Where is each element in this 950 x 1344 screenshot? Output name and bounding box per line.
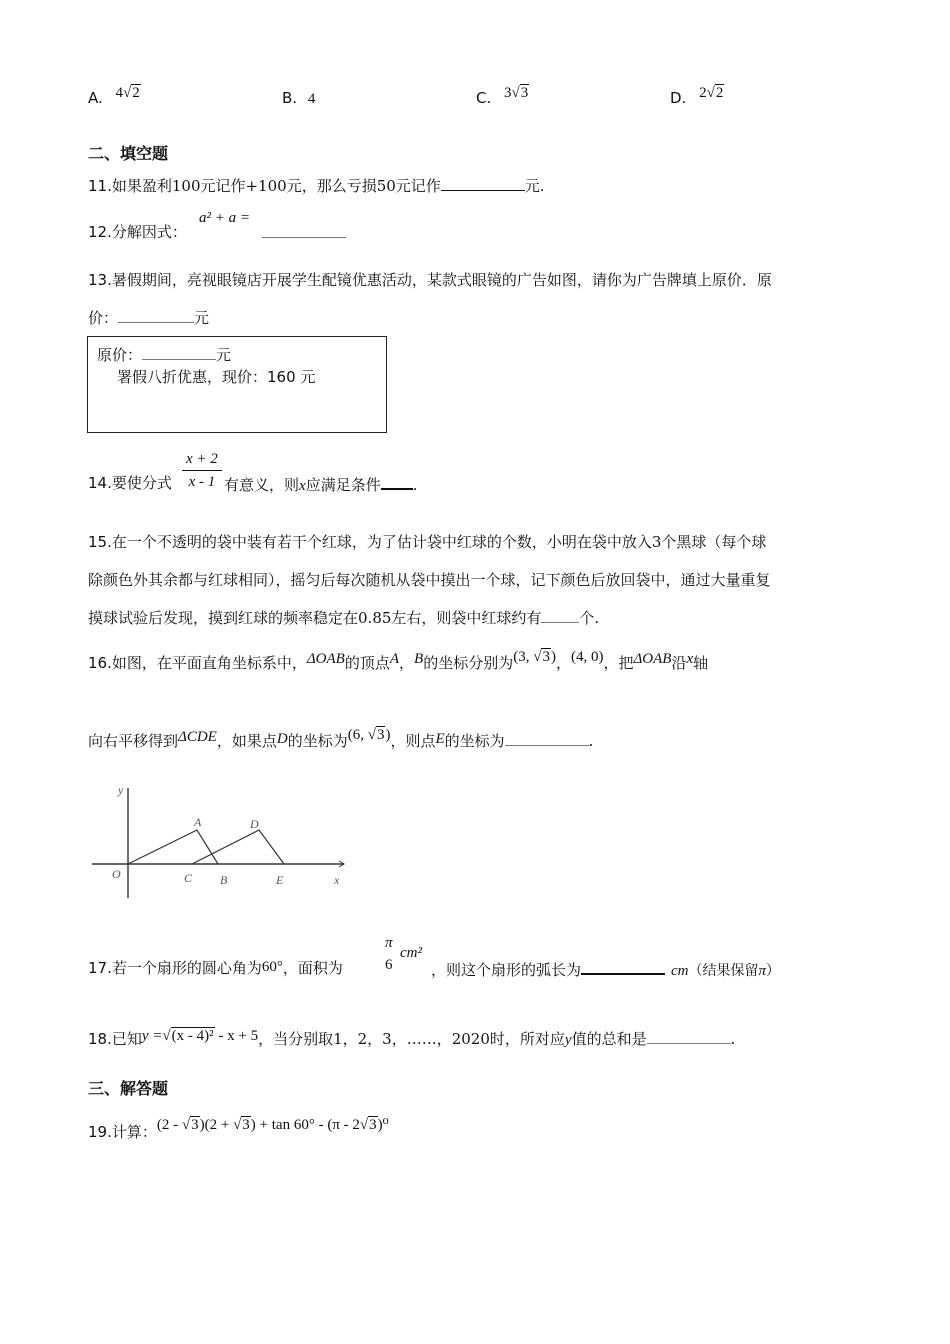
q17-fraction	[383, 932, 395, 976]
question-14	[88, 473, 172, 493]
question-text: 在一个不透明的袋中装有若干个红球，为了估计袋中红球的个数，小明在袋中放入3个黑球（每个球	[111, 533, 767, 551]
radicand: 2	[715, 85, 724, 101]
question-text: 要使分式	[111, 474, 172, 492]
question-11	[88, 175, 545, 196]
answer-blank[interactable]	[541, 607, 579, 623]
variable-y: y	[564, 1032, 572, 1048]
advertisement-board	[87, 336, 387, 433]
question-text: 轴	[693, 654, 709, 672]
label-o: O	[112, 867, 121, 881]
q18-expression: y =√(x - 4)² - x + 5	[141, 1028, 259, 1044]
question-tail: 个.	[579, 609, 600, 627]
question-text: 摸球试验后发现，摸到红球的频率稳定在0.85左右，则袋中红球约有	[88, 609, 542, 627]
question-18	[88, 1028, 735, 1050]
choice-d	[670, 85, 724, 109]
point-e: E	[435, 731, 445, 747]
question-text: 已知	[111, 1030, 142, 1048]
question-number: 12.	[88, 223, 112, 241]
question-text: 的顶点	[344, 654, 390, 672]
ad-unit: 元	[216, 346, 232, 364]
question-text: 值的总和是	[571, 1030, 647, 1048]
radicand: 3	[520, 85, 529, 101]
separator: ，	[399, 654, 415, 672]
coef: 2	[699, 85, 707, 101]
coord-part: )	[385, 727, 391, 743]
choice-letter: A.	[88, 89, 103, 107]
choice-letter: C.	[476, 89, 492, 107]
section-heading-solve: 三、解答题	[88, 1079, 169, 1098]
question-16-line2	[88, 727, 594, 752]
question-17	[88, 958, 343, 979]
coord-part: (6,	[347, 727, 368, 743]
triangle-oab: ΔOAB	[633, 651, 672, 667]
radicand: 3	[376, 727, 385, 743]
question-tail: .	[730, 1030, 736, 1048]
label-x: x	[334, 873, 340, 887]
question-text: ，面积为	[282, 959, 343, 977]
coef: 4	[115, 85, 124, 101]
triangle-oab: ΔOAB	[306, 651, 345, 667]
q14-fraction	[182, 448, 222, 493]
fraction-denominator: x - 1	[188, 474, 216, 490]
question-number: 11.	[88, 177, 112, 195]
q12-expression: a² + a =	[199, 210, 250, 226]
choice-value: 2√2	[699, 85, 724, 101]
question-text: 除颜色外其余都与红球相同），摇匀后每次随机从袋中摸出一个球，记下颜色后放回袋中，通过大量重复	[88, 571, 771, 589]
coord-part: )	[550, 649, 556, 665]
fraction-denominator: 6	[385, 957, 393, 973]
expr-rest: - x + 5	[218, 1028, 259, 1044]
question-tail: .	[588, 732, 594, 750]
coord-part: (3,	[513, 649, 534, 665]
choice-b	[282, 88, 315, 109]
question-text: ，如果点	[216, 732, 277, 750]
angle-value: 60°	[261, 959, 283, 975]
question-tail: 元	[194, 309, 210, 327]
choice-letter: D.	[670, 89, 687, 107]
label-b: B	[220, 873, 228, 887]
question-text: 的坐标为	[444, 732, 505, 750]
label-e: E	[276, 873, 284, 887]
answer-blank[interactable]	[581, 958, 665, 975]
unit-cm: cm	[671, 963, 689, 979]
expr-part: ) + tan 60° - (π - 2	[250, 1117, 360, 1133]
question-text: ）	[766, 963, 781, 979]
expr-part: )⁰	[377, 1117, 389, 1133]
radicand: 3	[369, 1117, 377, 1133]
question-text: 分解因式：	[111, 223, 187, 241]
coord-a: (3, √3)	[513, 649, 556, 665]
question-14-rest	[224, 473, 417, 496]
radicand: (x - 4)²	[171, 1028, 214, 1044]
question-number: 14.	[88, 474, 112, 492]
label-d: D	[250, 817, 259, 831]
question-text: 向右平移得到	[88, 732, 179, 750]
question-15	[88, 532, 766, 552]
question-15-line3	[88, 607, 599, 628]
question-text: 有意义，则	[224, 476, 300, 494]
label-c: C	[184, 871, 193, 885]
question-number: 19.	[88, 1123, 112, 1141]
question-text: （结果保留	[688, 963, 759, 979]
question-number: 16.	[88, 654, 112, 672]
coordinate-figure	[88, 778, 358, 904]
label-y: y	[118, 783, 124, 797]
question-text: 若一个扇形的圆心角为	[111, 959, 262, 977]
question-number: 17.	[88, 959, 112, 977]
triangle-cde-shape	[192, 830, 284, 864]
expr-part: )(2 +	[199, 1117, 234, 1133]
triangle-cde: ΔCDE	[178, 729, 217, 745]
expr-lhs: y =	[141, 1028, 163, 1044]
fraction-numerator: π	[385, 935, 393, 951]
answer-blank[interactable]	[647, 1028, 731, 1044]
question-text: 沿	[671, 654, 687, 672]
question-12	[88, 222, 187, 242]
choice-letter: B.	[282, 89, 298, 107]
choice-value: 4√2	[115, 85, 140, 101]
question-number: 15.	[88, 533, 112, 551]
question-text: ，则这个扇形的弧长为	[431, 961, 582, 979]
choice-value: 3√3	[504, 85, 529, 101]
ad-discount-text: 署假八折优惠，现价：160 元	[117, 368, 316, 386]
question-tail: 元.	[524, 177, 545, 195]
coord-b: (4, 0)	[570, 649, 604, 665]
question-19	[88, 1117, 389, 1143]
question-text: 应满足条件	[305, 476, 381, 494]
question-13-line2	[88, 307, 209, 328]
question-text: ，把	[603, 654, 634, 672]
radicand: 2	[132, 85, 140, 101]
answer-blank[interactable]	[142, 344, 216, 360]
expr-part: (2 -	[156, 1117, 182, 1133]
triangle-oab-shape	[128, 830, 218, 864]
question-15-line2	[88, 570, 771, 590]
question-text: 计算：	[111, 1123, 157, 1141]
question-text: 的坐标为	[287, 732, 348, 750]
pi-symbol: π	[758, 963, 767, 979]
question-text: ，当分别取1，2，3，……，2020时，所对应	[258, 1030, 565, 1048]
fraction-numerator: x + 2	[182, 448, 222, 471]
point-d: D	[276, 731, 288, 747]
choice-value: 4	[307, 91, 316, 107]
question-16	[88, 649, 709, 674]
question-text: ，则点	[390, 732, 436, 750]
coef: 3	[504, 85, 512, 101]
point-b: B	[414, 651, 424, 667]
ad-original-price	[97, 344, 231, 365]
variable-x: x	[299, 478, 306, 494]
coord-d: (6, √3)	[347, 727, 391, 743]
question-text: 的坐标分别为	[423, 654, 514, 672]
point-a: A	[389, 651, 400, 667]
label-a: A	[194, 815, 202, 829]
answer-blank[interactable]	[262, 222, 346, 238]
question-tail: .	[412, 476, 418, 494]
radicand: 3	[542, 649, 550, 665]
question-17-rest	[431, 958, 780, 981]
answer-blank[interactable]	[381, 473, 413, 490]
question-text: 暑假期间，亮视眼镜店开展学生配镜优惠活动，某款式眼镜的广告如图，请你为广告牌填上原价．原	[111, 271, 772, 289]
section-heading-fill-blank: 二、填空题	[88, 144, 169, 163]
answer-blank[interactable]	[505, 730, 589, 746]
question-text: 价：	[88, 309, 119, 327]
choice-a	[88, 85, 141, 109]
unit-area: cm²	[400, 945, 422, 961]
question-text: 如果盈利100元记作+100元，那么亏损50元记作	[111, 177, 441, 195]
question-number: 13.	[88, 271, 112, 289]
answer-blank[interactable]	[118, 307, 194, 323]
question-number: 18.	[88, 1030, 112, 1048]
radicand: 3	[242, 1117, 250, 1133]
ad-label: 原价：	[97, 346, 143, 364]
answer-blank[interactable]	[441, 175, 525, 191]
choice-c	[476, 85, 529, 109]
question-text: 如图，在平面直角坐标系中，	[111, 654, 307, 672]
axis-x: x	[686, 651, 694, 667]
q19-expression: (2 - √3)(2 + √3) + tan 60° - (π - 2√3)⁰	[156, 1117, 389, 1133]
radicand: 3	[191, 1117, 199, 1133]
question-13	[88, 270, 772, 290]
separator: ，	[555, 654, 571, 672]
